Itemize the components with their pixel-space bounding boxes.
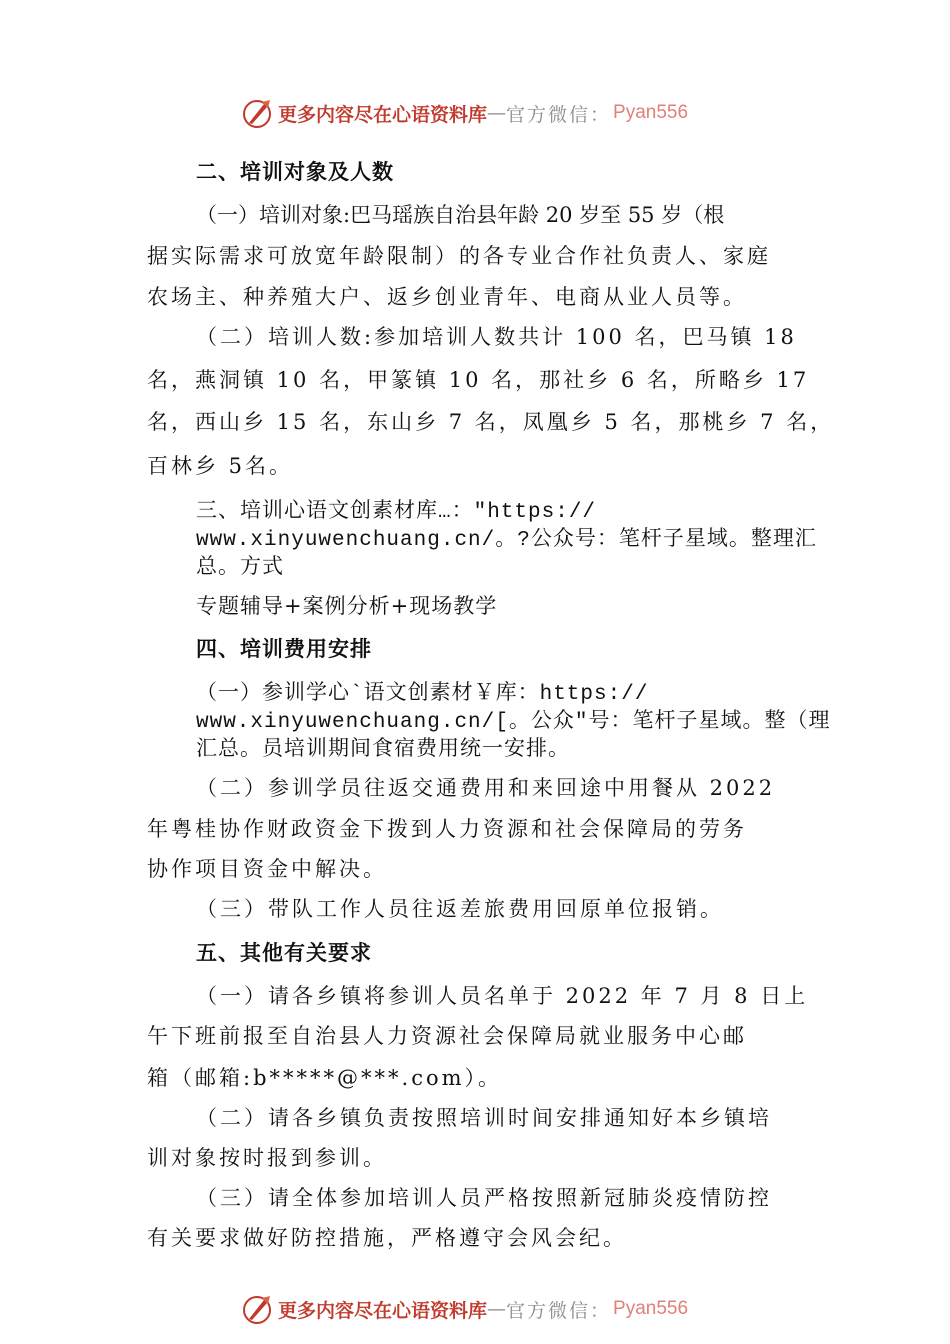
section4-p2-line1: （二）参训学员往返交通费用和来回途中用餐从 2022	[196, 776, 776, 800]
watermark-id: Pyan556	[613, 102, 689, 123]
section3-line3: 总。方式	[196, 557, 284, 580]
watermark-dash: —	[487, 102, 507, 124]
section2-p2-line2: 名，燕洞镇 10 名，甲篆镇 10 名，那社乡 6 名，所略乡 17	[147, 368, 810, 392]
section4-p3: （三）带队工作人员往返差旅费用回原单位报销。	[196, 897, 724, 921]
section4-p1-line3: 汇总。员培训期间食宿费用统一安排。	[196, 739, 570, 762]
section5-p1-line1: （一）请各乡镇将参训人员名单于 2022 年 7 月 8 日上	[196, 984, 809, 1008]
section2-p2-line4: 百林乡 5名。	[147, 454, 294, 478]
section2-p2-line1: （二）培训人数:参加培训人数共计 100 名，巴马镇 18	[196, 325, 797, 349]
section5-p2-line1: （二）请各乡镇负责按照培训时间安排通知好本乡镇培	[196, 1106, 772, 1130]
watermark-id: Pyan556	[613, 1298, 689, 1319]
quill-logo-icon	[240, 1292, 274, 1326]
section2-p2-line3: 名，西山乡 15 名，东山乡 7 名，凤凰乡 5 名，那桃乡 7 名，	[147, 410, 835, 434]
section3-line1: 三、培训心语文创素材库…："https://	[196, 501, 597, 524]
section4-p1-line1: （一）参训学心`语文创素材￥库：https://	[196, 683, 649, 706]
watermark-dash: —	[487, 1298, 507, 1320]
section4-p2-line2: 年粤桂协作财政资金下拨到人力资源和社会保障局的劳务	[147, 817, 747, 841]
section2-p1-line2: 据实际需求可放宽年龄限制）的各专业合作社负责人、家庭	[147, 244, 771, 268]
section5-heading: 五、其他有关要求	[196, 941, 372, 965]
section3-line2: www.xinyuwenchuang.cn/。?公众号：笔杆子星域。整理汇	[196, 529, 817, 552]
section5-p3-line1: （三）请全体参加培训人员严格按照新冠肺炎疫情防控	[196, 1186, 772, 1210]
watermark-text: 更多内容尽在心语资料库	[278, 103, 488, 126]
section4-p2-line3: 协作项目资金中解决。	[147, 857, 387, 881]
watermark-header	[240, 96, 688, 130]
watermark-official: 官方微信：	[506, 103, 612, 126]
quill-logo-icon	[240, 96, 274, 130]
section5-p1-line2: 午下班前报至自治县人力资源社会保障局就业服务中心邮	[147, 1024, 747, 1048]
section4-heading: 四、培训费用安排	[196, 637, 372, 661]
section2-heading: 二、培训对象及人数	[196, 160, 394, 184]
watermark-official: 官方微信：	[506, 1299, 612, 1322]
watermark-footer	[240, 1292, 688, 1326]
section4-p1-line2: www.xinyuwenchuang.cn/[。公众"号：笔杆子星域。整（理	[196, 711, 831, 734]
watermark-text: 更多内容尽在心语资料库	[278, 1299, 488, 1322]
section2-p1-line3: 农场主、种养殖大户、返乡创业青年、电商从业人员等。	[147, 285, 747, 309]
section5-p3-line2: 有关要求做好防控措施，严格遵守会风会纪。	[147, 1226, 627, 1250]
section5-p1-line3: 箱（邮箱:b*****@***.com）。	[147, 1066, 503, 1090]
section2-p1-line1: （一）培训对象:巴马瑶族自治县年龄 20 岁至 55 岁（根	[196, 203, 725, 227]
section3-method: 专题辅导+案例分析+现场教学	[196, 594, 498, 618]
section5-p2-line2: 训对象按时报到参训。	[147, 1146, 387, 1170]
